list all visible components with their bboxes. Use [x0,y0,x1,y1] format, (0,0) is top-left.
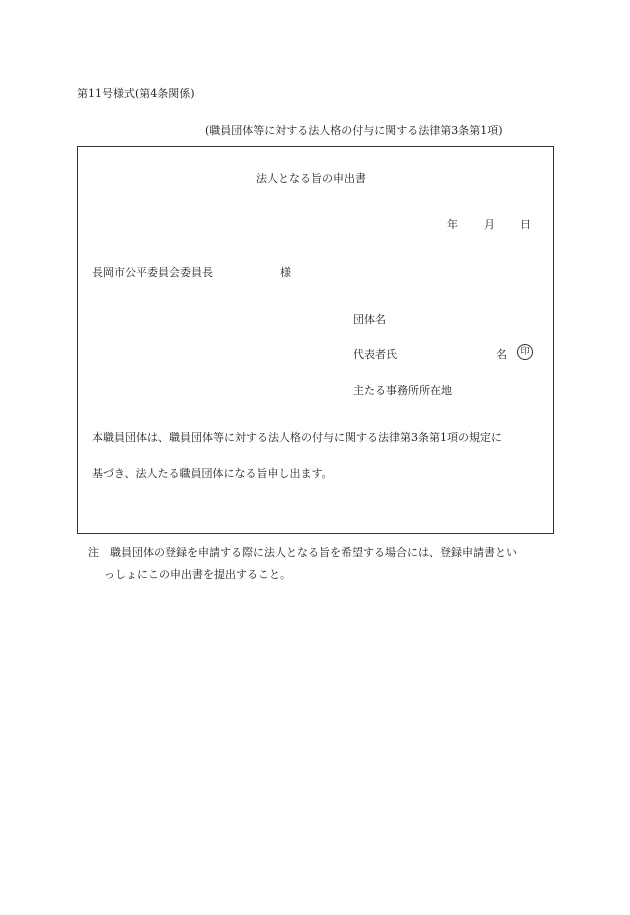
body-text-line-2: 基づき、法人たる職員団体になる旨申し出ます。 [92,467,333,480]
date-year-label: 年 [447,218,458,231]
representative-name-suffix: 名 [496,348,507,361]
date-month-label: 月 [484,218,495,231]
representative-label: 代表者氏 [353,348,397,361]
note-line-1: 注 職員団体の登録を申請する際に法人となる旨を希望する場合には、登録申請書とい [88,546,517,559]
note-line-2: っしょにこの申出書を提出すること。 [104,568,291,581]
form-number: 第11号様式(第4条関係) [77,87,195,100]
body-text-line-1: 本職員団体は、職員団体等に対する法人格の付与に関する法律第3条第1項の規定に [92,431,502,444]
document-title: 法人となる旨の申出書 [256,172,366,185]
recipient-honorific: 様 [280,266,291,279]
date-day-label: 日 [520,218,531,231]
recipient-name: 長岡市公平委員会委員長 [92,266,213,279]
seal-icon: 印 [517,344,533,360]
org-name-label: 団体名 [353,313,386,326]
law-reference: (職員団体等に対する法人格の付与に関する法律第3条第1項) [205,124,503,137]
office-address-label: 主たる事務所所在地 [353,384,452,397]
